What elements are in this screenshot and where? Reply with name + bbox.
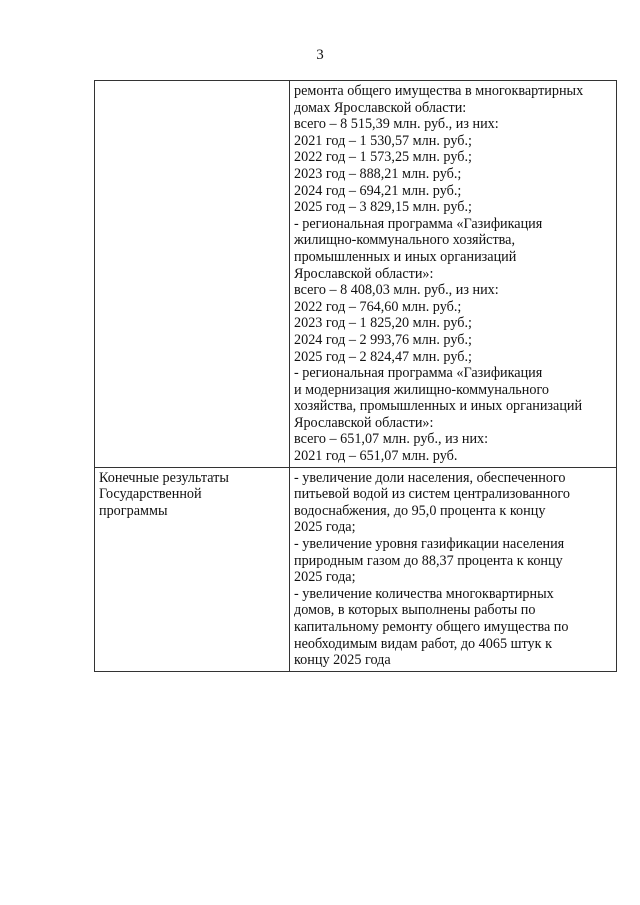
table-row-final-results: [95, 467, 617, 671]
content-line: 2021 год – 1 530,57 млн. руб.;: [294, 132, 472, 149]
content-line: концу 2025 года: [294, 652, 391, 669]
content-line: - увеличение доли населения, обеспеченного: [294, 469, 566, 486]
content-line: домов, в которых выполнены работы по: [294, 602, 536, 619]
table-row-funding-continuation: [95, 81, 617, 468]
content-line: промышленных и иных организаций: [294, 248, 517, 265]
content-line: капитальному ремонту общего имущества по: [294, 619, 569, 635]
label-line: Конечные результаты: [99, 469, 229, 486]
content-line: всего – 8 515,39 млн. руб., из них:: [294, 116, 499, 133]
content-line: всего – 8 408,03 млн. руб., из них:: [294, 282, 499, 299]
content-line: природным газом до 88,37 процента к концу: [294, 552, 563, 569]
content-line: - увеличение количества многоквартирных: [294, 585, 554, 602]
content-line: хозяйства, промышленных и иных организаций: [294, 398, 583, 415]
content-line: 2021 год – 651,07 млн. руб.: [294, 448, 458, 465]
content-line: и модернизация жилищно-коммунального: [294, 381, 550, 398]
content-line: - региональная программа «Газификация: [294, 215, 543, 232]
content-line: 2022 год – 764,60 млн. руб.;: [294, 298, 462, 315]
content-line: 2025 год – 2 824,47 млн. руб.;: [294, 348, 472, 365]
content-line: - региональная программа «Газификация: [294, 365, 543, 382]
row-1-label-cell: [95, 81, 290, 468]
row-1-content-cell: [290, 81, 617, 468]
content-line: водоснабжения, до 95,0 процента к концу: [294, 502, 546, 519]
content-line: домах Ярославской области:: [294, 99, 467, 116]
label-line: программы: [99, 502, 168, 519]
label-line: Государственной: [99, 486, 202, 503]
content-line: 2022 год – 1 573,25 млн. руб.;: [294, 149, 472, 166]
content-line: необходимым видам работ, до 4065 штук к: [294, 635, 552, 652]
content-line: 2023 год – 888,21 млн. руб.;: [294, 165, 462, 182]
row-2-label-cell: [95, 467, 290, 671]
content-line: 2024 год – 694,21 млн. руб.;: [294, 182, 462, 199]
content-line: 2024 год – 2 993,76 млн. руб.;: [294, 331, 472, 348]
content-line: 2025 года;: [294, 519, 356, 536]
content-line: жилищно-коммунального хозяйства,: [294, 232, 516, 249]
content-line: всего – 651,07 млн. руб., из них:: [294, 431, 489, 448]
content-line: Ярославской области»:: [294, 414, 434, 431]
content-line: Ярославской области»:: [294, 265, 434, 282]
row-2-content-cell: [290, 467, 617, 671]
program-table: [94, 80, 617, 672]
content-line: 2023 год – 1 825,20 млн. руб.;: [294, 315, 472, 332]
content-line: 2025 года;: [294, 569, 356, 586]
page-number: 3: [316, 47, 324, 63]
content-line: - увеличение уровня газификации населения: [294, 536, 565, 553]
content-line: ремонта общего имущества в многоквартирных: [294, 83, 584, 99]
content-line: 2025 год – 3 829,15 млн. руб.;: [294, 199, 472, 216]
content-line: питьевой водой из систем централизованного: [294, 486, 570, 503]
